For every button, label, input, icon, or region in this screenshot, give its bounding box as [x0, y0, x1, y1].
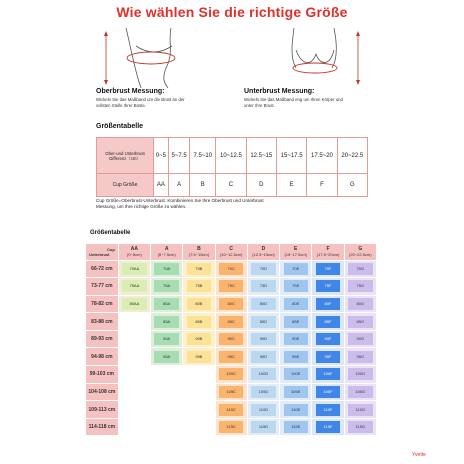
size-cell — [215, 260, 247, 278]
table-row — [86, 348, 377, 366]
row-header: 104-108 cm — [86, 383, 118, 401]
size-cell — [344, 418, 376, 436]
corner-underbust-label: Unterbrust — [89, 251, 110, 257]
cup-table-title: Größentabelle — [96, 123, 144, 130]
size-value: 100E — [284, 368, 308, 380]
size-cell — [280, 278, 312, 296]
cup-formula-note — [96, 198, 396, 210]
size-value: 110C — [219, 404, 243, 416]
size-value: 80F — [316, 298, 340, 310]
size-cell — [280, 383, 312, 401]
size-table — [86, 244, 377, 436]
size-value: 80B — [187, 298, 211, 310]
size-value: 80E — [284, 298, 308, 310]
size-cell — [215, 278, 247, 296]
underbust-text-line: unter Ihre Brust. — [244, 103, 275, 108]
column-range: (12.5~15cm) — [252, 251, 275, 257]
underbust-text-line: Wickeln Sie das Maßband eng um Ihren Körper und — [244, 97, 343, 102]
size-cell — [118, 401, 150, 419]
overbust-text-line: vollsten Stelle Ihrer Büste. — [96, 103, 146, 108]
size-cell — [280, 418, 312, 436]
size-cell — [183, 260, 215, 278]
size-value: 85D — [251, 316, 275, 328]
size-cell — [280, 330, 312, 348]
column-range: (0~5cm) — [127, 251, 142, 257]
size-value: 95A — [154, 351, 178, 363]
size-value: 100G — [348, 368, 372, 380]
overbust-text-line: Wickeln Sie das Maßband um die Brust an der — [96, 97, 185, 102]
size-cell — [215, 348, 247, 366]
size-cell — [312, 366, 344, 384]
size-cell — [215, 313, 247, 331]
size-cell — [151, 366, 183, 384]
size-value: 90C — [219, 333, 243, 345]
diff-cell: 5~7.5 — [168, 138, 189, 174]
size-value: 90E — [284, 333, 308, 345]
table-row — [86, 260, 377, 278]
diff-cell: 0~5 — [154, 138, 169, 174]
diff-cell: 17.5~20 — [307, 138, 337, 174]
size-cell — [344, 295, 376, 313]
size-value: 110D — [251, 404, 275, 416]
size-value: 75G — [348, 280, 372, 292]
size-value: 80A — [154, 298, 178, 310]
size-value: 100D — [251, 368, 275, 380]
size-cell — [118, 295, 150, 313]
cup-difference-table — [96, 137, 368, 197]
size-value: 75F — [316, 280, 340, 292]
size-cell — [312, 401, 344, 419]
column-range: (5~7.5cm) — [157, 251, 176, 257]
size-value: 85B — [187, 316, 211, 328]
size-value: 85A — [154, 316, 178, 328]
size-value: 95G — [348, 351, 372, 363]
size-cell — [118, 260, 150, 278]
row-header: 66-72 cm — [86, 260, 118, 278]
size-cell — [312, 313, 344, 331]
underbust-text — [244, 97, 343, 109]
size-value: 105C — [219, 386, 243, 398]
size-cell — [151, 383, 183, 401]
size-cell — [247, 278, 279, 296]
cup-size-header: Cup Größe — [97, 174, 154, 197]
size-cell — [344, 330, 376, 348]
size-cell — [183, 401, 215, 419]
diff-cell: 7.5~10 — [190, 138, 216, 174]
size-value: 90G — [348, 333, 372, 345]
note-line: Cup Größe=Oberbrust-Unterbrust. Kombinieren Sie Ihre Oberbrust und Unterbrust — [96, 198, 264, 203]
diff-cell: 15~17.5 — [276, 138, 306, 174]
size-value: 95E — [284, 351, 308, 363]
row-header: 109-113 cm — [86, 401, 118, 419]
brand-logo: Yvette — [412, 452, 426, 458]
page-title: Wie wählen Sie die richtige Größe — [116, 4, 348, 20]
column-cup: G — [358, 245, 363, 252]
diff-cell: 10~12.5 — [216, 138, 246, 174]
overbust-illustration — [96, 28, 204, 88]
size-cell — [215, 366, 247, 384]
size-cell — [183, 295, 215, 313]
size-value: 75C — [219, 280, 243, 292]
size-cell — [151, 418, 183, 436]
row-header: 94-98 cm — [86, 348, 118, 366]
size-cell — [247, 348, 279, 366]
diff-cell: 12.5~15 — [246, 138, 276, 174]
size-cell — [344, 348, 376, 366]
size-value: 90B — [187, 333, 211, 345]
size-cell — [344, 366, 376, 384]
size-cell — [183, 313, 215, 331]
size-value: 110E — [284, 404, 308, 416]
size-value: 70AA — [122, 263, 146, 275]
size-value: 115C — [219, 421, 243, 433]
corner-cup-label: Cup — [106, 246, 115, 252]
size-cell — [215, 330, 247, 348]
row-header: 89-93 cm — [86, 330, 118, 348]
row-header: 99-103 cm — [86, 366, 118, 384]
size-cell — [183, 278, 215, 296]
size-cell — [215, 401, 247, 419]
size-value: 70E — [284, 263, 308, 275]
column-cup: B — [197, 245, 201, 252]
size-value: 75AA — [122, 280, 146, 292]
size-cell — [280, 348, 312, 366]
size-cell — [247, 401, 279, 419]
row-header: 78-82 cm — [86, 295, 118, 313]
size-cell — [215, 418, 247, 436]
size-value: 90D — [251, 333, 275, 345]
size-cell — [312, 383, 344, 401]
size-value: 85F — [316, 316, 340, 328]
size-column-header — [151, 244, 183, 260]
size-value: 70G — [348, 263, 372, 275]
size-column-header — [247, 244, 279, 260]
diff-header-line: Differenz（cm） — [109, 155, 141, 161]
size-value: 105D — [251, 386, 275, 398]
size-cell — [118, 313, 150, 331]
table-row — [86, 278, 377, 296]
size-cell — [151, 260, 183, 278]
size-column-header — [344, 244, 376, 260]
size-value: 70B — [187, 263, 211, 275]
cup-diff-row — [97, 138, 368, 174]
size-value: 75B — [187, 280, 211, 292]
size-cell — [312, 278, 344, 296]
cup-cell: F — [307, 174, 337, 197]
size-value: 75E — [284, 280, 308, 292]
size-value: 110F — [316, 404, 340, 416]
size-cell — [312, 418, 344, 436]
size-value: 100F — [316, 368, 340, 380]
size-cell — [118, 366, 150, 384]
size-column-header — [183, 244, 215, 260]
cup-cell: A — [168, 174, 189, 197]
row-header: 114-118 cm — [86, 418, 118, 436]
size-column-header — [118, 244, 150, 260]
size-cell — [215, 295, 247, 313]
size-value: 95C — [219, 351, 243, 363]
size-cell — [118, 418, 150, 436]
size-value: 80D — [251, 298, 275, 310]
cup-cell: C — [216, 174, 246, 197]
size-cell — [151, 401, 183, 419]
size-cell — [247, 418, 279, 436]
column-range: (20~22.5cm) — [349, 251, 372, 257]
table-row — [86, 418, 377, 436]
cup-cell: B — [190, 174, 216, 197]
size-cell — [280, 313, 312, 331]
size-value: 85C — [219, 316, 243, 328]
overbust-text — [96, 97, 185, 109]
size-cell — [183, 383, 215, 401]
size-cell — [280, 366, 312, 384]
diff-header — [97, 138, 154, 174]
row-header: 73-77 cm — [86, 278, 118, 296]
column-range: (15~17.5cm) — [284, 251, 308, 257]
size-column-header — [280, 244, 312, 260]
overbust-heading: Oberbrust Messung: — [96, 88, 165, 95]
table-row — [86, 366, 377, 384]
size-cell — [183, 330, 215, 348]
size-cell — [215, 383, 247, 401]
size-cell — [118, 278, 150, 296]
size-cell — [247, 366, 279, 384]
cup-cell: E — [276, 174, 306, 197]
size-value: 105E — [284, 386, 308, 398]
column-cup: F — [326, 245, 330, 252]
size-value: 85G — [348, 316, 372, 328]
table-row — [86, 313, 377, 331]
size-cell — [151, 278, 183, 296]
size-value: 115D — [251, 421, 275, 433]
size-cell — [183, 366, 215, 384]
column-cup: E — [294, 245, 298, 252]
size-cell — [312, 295, 344, 313]
table-row — [86, 383, 377, 401]
underbust-illustration — [262, 28, 370, 88]
size-cell — [118, 383, 150, 401]
size-table-header-row — [86, 244, 377, 260]
size-cell — [312, 348, 344, 366]
size-value: 105G — [348, 386, 372, 398]
table-row — [86, 401, 377, 419]
size-value: 90F — [316, 333, 340, 345]
size-value: 70A — [154, 263, 178, 275]
size-value: 70D — [251, 263, 275, 275]
size-cell — [247, 295, 279, 313]
size-value: 80C — [219, 298, 243, 310]
size-cell — [183, 348, 215, 366]
size-cell — [312, 260, 344, 278]
diff-header-line: Ober-und Unterbrust — [105, 150, 145, 156]
size-cell — [247, 260, 279, 278]
size-cell — [151, 313, 183, 331]
size-value: 115E — [284, 421, 308, 433]
size-value: 100C — [219, 368, 243, 380]
cup-cell: G — [337, 174, 367, 197]
cup-cell: D — [246, 174, 276, 197]
size-value: 90A — [154, 333, 178, 345]
column-cup: A — [164, 245, 169, 252]
size-cell — [280, 401, 312, 419]
size-value: 115F — [316, 421, 340, 433]
size-cell — [280, 295, 312, 313]
size-cell — [344, 313, 376, 331]
size-cell — [344, 278, 376, 296]
size-table-title: Größentabelle — [90, 230, 131, 236]
size-cell — [151, 348, 183, 366]
size-value: 80G — [348, 298, 372, 310]
column-cup: C — [229, 245, 233, 252]
cup-cell: AA — [154, 174, 169, 197]
column-range: (17.5~20cm) — [316, 251, 340, 257]
size-cell — [312, 330, 344, 348]
size-value: 70C — [219, 263, 243, 275]
size-column-header — [215, 244, 247, 260]
size-cell — [344, 401, 376, 419]
size-cell — [183, 418, 215, 436]
table-row — [86, 295, 377, 313]
size-value: 85E — [284, 316, 308, 328]
size-cell — [344, 260, 376, 278]
size-column-header — [312, 244, 344, 260]
corner-header — [86, 244, 118, 260]
table-row — [86, 330, 377, 348]
size-cell — [344, 383, 376, 401]
underbust-heading: Unterbrust Messung: — [244, 88, 315, 95]
note-line: Messung, um Ihre richtige Größe zu wählen. — [96, 204, 187, 209]
size-value: 110G — [348, 404, 372, 416]
size-value: 70F — [316, 263, 340, 275]
size-cell — [247, 313, 279, 331]
size-value: 95D — [251, 351, 275, 363]
size-value: 75D — [251, 280, 275, 292]
column-range: (7.5~10cm) — [188, 251, 210, 257]
size-value: 95B — [187, 351, 211, 363]
size-value: 75A — [154, 280, 178, 292]
size-cell — [247, 330, 279, 348]
size-cell — [118, 348, 150, 366]
size-cell — [151, 330, 183, 348]
diff-cell: 20~22.5 — [337, 138, 367, 174]
size-value: 95F — [316, 351, 340, 363]
size-cell — [151, 295, 183, 313]
size-value: 105F — [316, 386, 340, 398]
size-cell — [118, 330, 150, 348]
row-header: 83-88 cm — [86, 313, 118, 331]
size-cell — [247, 383, 279, 401]
size-value: 115G — [348, 421, 372, 433]
column-cup: D — [261, 245, 266, 252]
size-cell — [280, 260, 312, 278]
cup-size-row — [97, 174, 368, 197]
column-range: (10~12.5cm) — [219, 251, 243, 257]
size-value: 80AA — [122, 298, 146, 310]
column-cup: AA — [130, 245, 139, 252]
